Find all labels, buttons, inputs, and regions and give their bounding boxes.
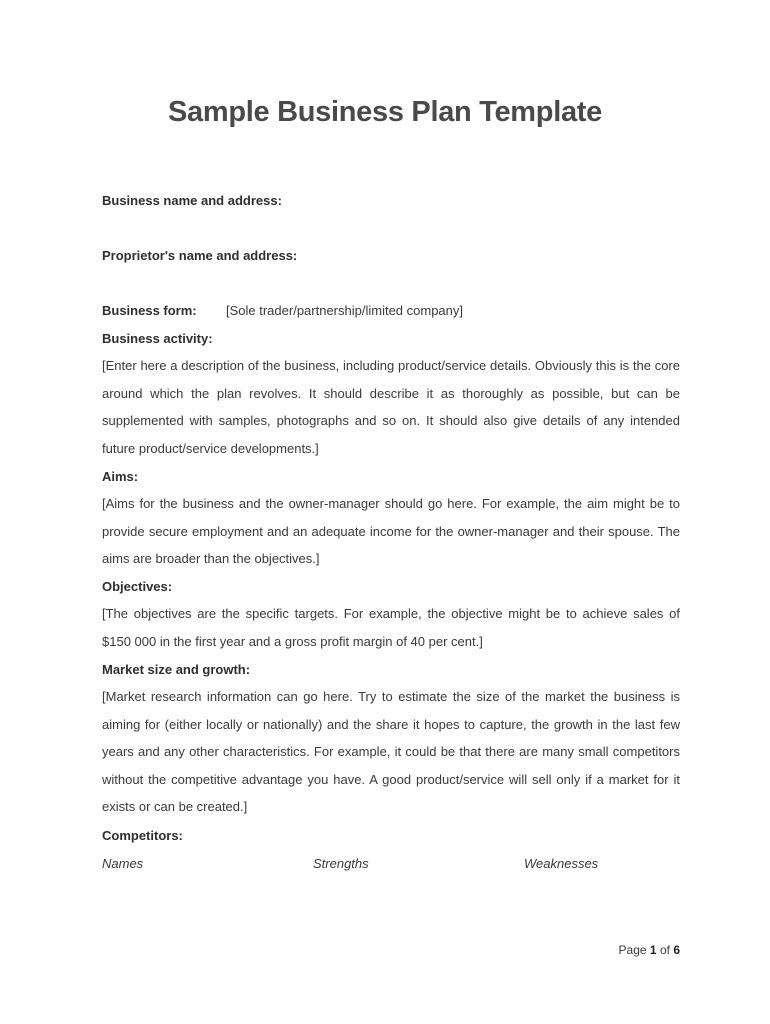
- aims-text: [Aims for the business and the owner-manager should go here. For example, the aim might be to provide secure employment and an adequate income for the owner-manager and their spouse. The aims are broader than the objectives.]: [102, 496, 680, 567]
- total-pages-number: 6: [673, 943, 680, 957]
- business-form-label: Business form:: [102, 303, 197, 318]
- business-activity-text: [Enter here a description of the business, including product/service details. Obviously this is the core around which the plan revolves. It should describe it as thoroughly as possible, but can be supplemented with samples, photographs and so on. It should also give details of any intended future product/service developments.]: [102, 358, 680, 456]
- objectives-label: Objectives:: [102, 579, 173, 594]
- page-of-text: of: [659, 943, 670, 957]
- page-prefix: Page: [618, 943, 647, 957]
- page-title: Sample Business Plan Template: [168, 96, 602, 128]
- objectives-text: [The objectives are the specific targets. For example, the objective might be to achieve sales of $150 000 in the first year and a gross profit margin of 40 per cent.]: [102, 606, 680, 649]
- market-size-label: Market size and growth:: [102, 662, 251, 677]
- aims-label: Aims:: [102, 469, 139, 484]
- proprietor-label: Proprietor's name and address:: [102, 248, 298, 263]
- competitors-label: Competitors:: [102, 828, 183, 843]
- business-name-label: Business name and address:: [102, 193, 282, 208]
- competitors-col-weaknesses: Weaknesses: [524, 856, 599, 871]
- market-size-text: [Market research information can go here. Try to estimate the size of the market the business is aiming for (either locally or nationally) and the share it hopes to capture, the growth in the last few years and any other characteristics. For example, it could be that there are many small competitors without the competitive advantage you have. A good product/service will sell only if a market for it exists or can be created.]: [102, 689, 680, 815]
- business-activity-label: Business activity:: [102, 331, 213, 346]
- page-number-footer: [619, 943, 680, 957]
- business-form-value: [Sole trader/partnership/limited company]: [226, 303, 464, 318]
- current-page-number: 1: [649, 943, 657, 957]
- competitors-col-names: Names: [102, 856, 144, 871]
- competitors-col-strengths: Strengths: [313, 856, 369, 871]
